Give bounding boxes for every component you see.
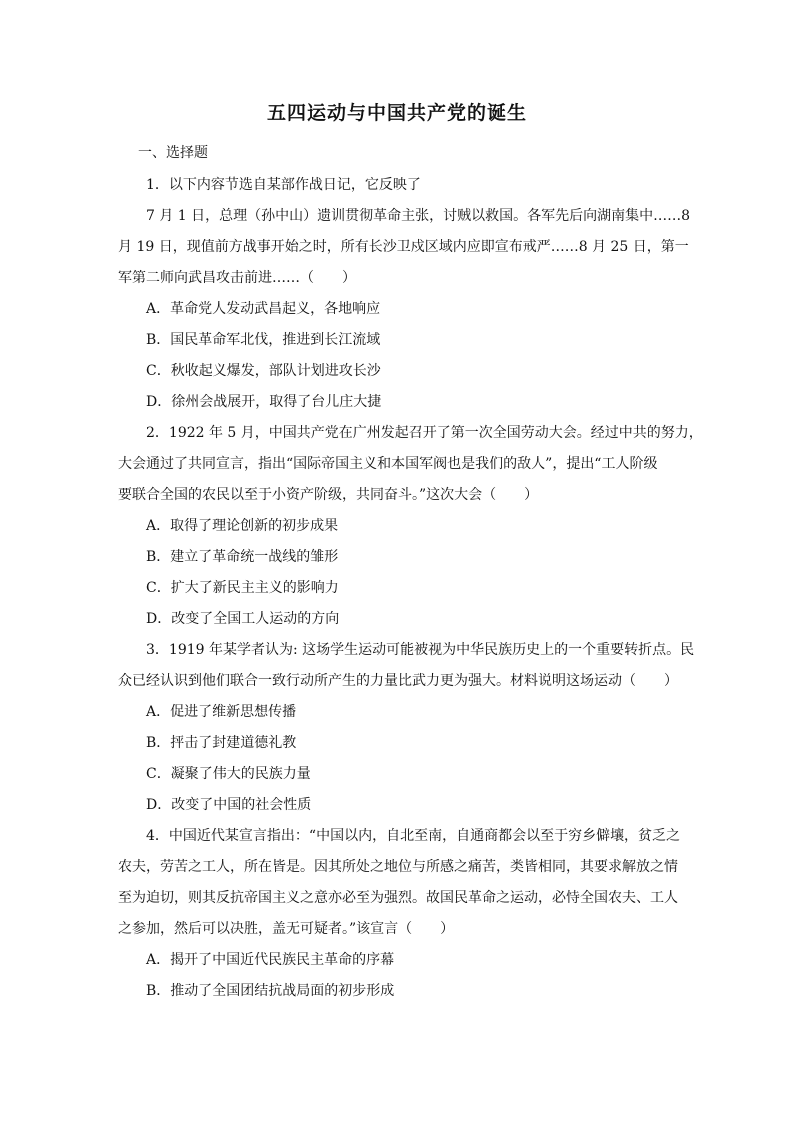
question-stem-line: 之参加，然后可以决胜，盖无可疑者。”该宣言（ ）: [118, 921, 455, 937]
option-a: A．革命党人发动武昌起义，各地响应: [146, 301, 381, 317]
question-stem-line: 月 19 日，现值前方战事开始之时，所有长沙卫戍区域内应即宣布戒严……8 月 25 日，第一: [118, 239, 689, 255]
option-c: C．秋收起义爆发，部队计划进攻长沙: [146, 363, 381, 379]
option-b: B．建立了革命统一战线的雏形: [146, 549, 339, 565]
option-b: B．推动了全国团结抗战局面的初步形成: [146, 983, 395, 999]
option-d: D．改变了中国的社会性质: [146, 797, 312, 813]
option-a: A．促进了维新思想传播: [146, 704, 297, 720]
option-a: A．揭开了中国近代民族民主革命的序幕: [146, 952, 395, 968]
question-stem-line: 大会通过了共同宣言，指出“国际帝国主义和本国军阀也是我们的敌人”，提出“工人阶级: [118, 456, 658, 472]
option-c: C．凝聚了伟大的民族力量: [146, 766, 311, 782]
option-a: A．取得了理论创新的初步成果: [146, 518, 339, 534]
question-4: [118, 821, 702, 1007]
question-stem-line: 至为迫切，则其反抗帝国主义之意亦必至为强烈。故国民革命之运动，必恃全国农夫、工人: [118, 890, 678, 906]
question-stem-line: 1．以下内容节选自某部作战日记，它反映了: [146, 177, 421, 193]
question-stem-line: 军第二师向武昌攻击前进……（ ）: [118, 270, 356, 286]
question-stem-line: 3．1919 年某学者认为: 这场学生运动可能被视为中华民族历史上的一个重要转折点。民: [146, 642, 695, 658]
question-1: [118, 170, 702, 418]
question-3: [118, 635, 702, 821]
question-2: [118, 418, 702, 635]
document-title: 五四运动与中国共产党的诞生: [266, 102, 527, 124]
question-stem-line: 要联合全国的农民以至于小资产阶级，共同奋斗。”这次大会（ ）: [118, 487, 539, 503]
option-d: D．改变了全国工人运动的方向: [146, 611, 340, 627]
question-stem-line: 众已经认识到他们联合一致行动所产生的力量比武力更为强大。材料说明这场运动（ ）: [118, 673, 678, 689]
section-heading: 一、选择题: [138, 145, 208, 161]
option-b: B．抨击了封建道德礼教: [146, 735, 297, 751]
question-stem-line: 农夫，劳苦之工人，所在皆是。因其所处之地位与所感之痛苦，类皆相同，其要求解放之情: [118, 859, 678, 875]
option-b: B．国民革命军北伐，推进到长江流域: [146, 332, 381, 348]
question-stem-line: 7 月 1 日，总理（孙中山）遗训贯彻革命主张，讨贼以救国。各军先后向湖南集中……8: [146, 208, 691, 224]
option-c: C．扩大了新民主主义的影响力: [146, 580, 339, 596]
question-stem-line: 4．中国近代某宣言指出：“中国以内，自北至南，自通商都会以至于穷乡僻壤，贫乏之: [146, 828, 681, 844]
question-stem-line: 2．1922 年 5 月，中国共产党在广州发起召开了第一次全国劳动大会。经过中共的努力，: [146, 425, 703, 441]
option-d: D．徐州会战展开，取得了台儿庄大捷: [146, 394, 382, 410]
